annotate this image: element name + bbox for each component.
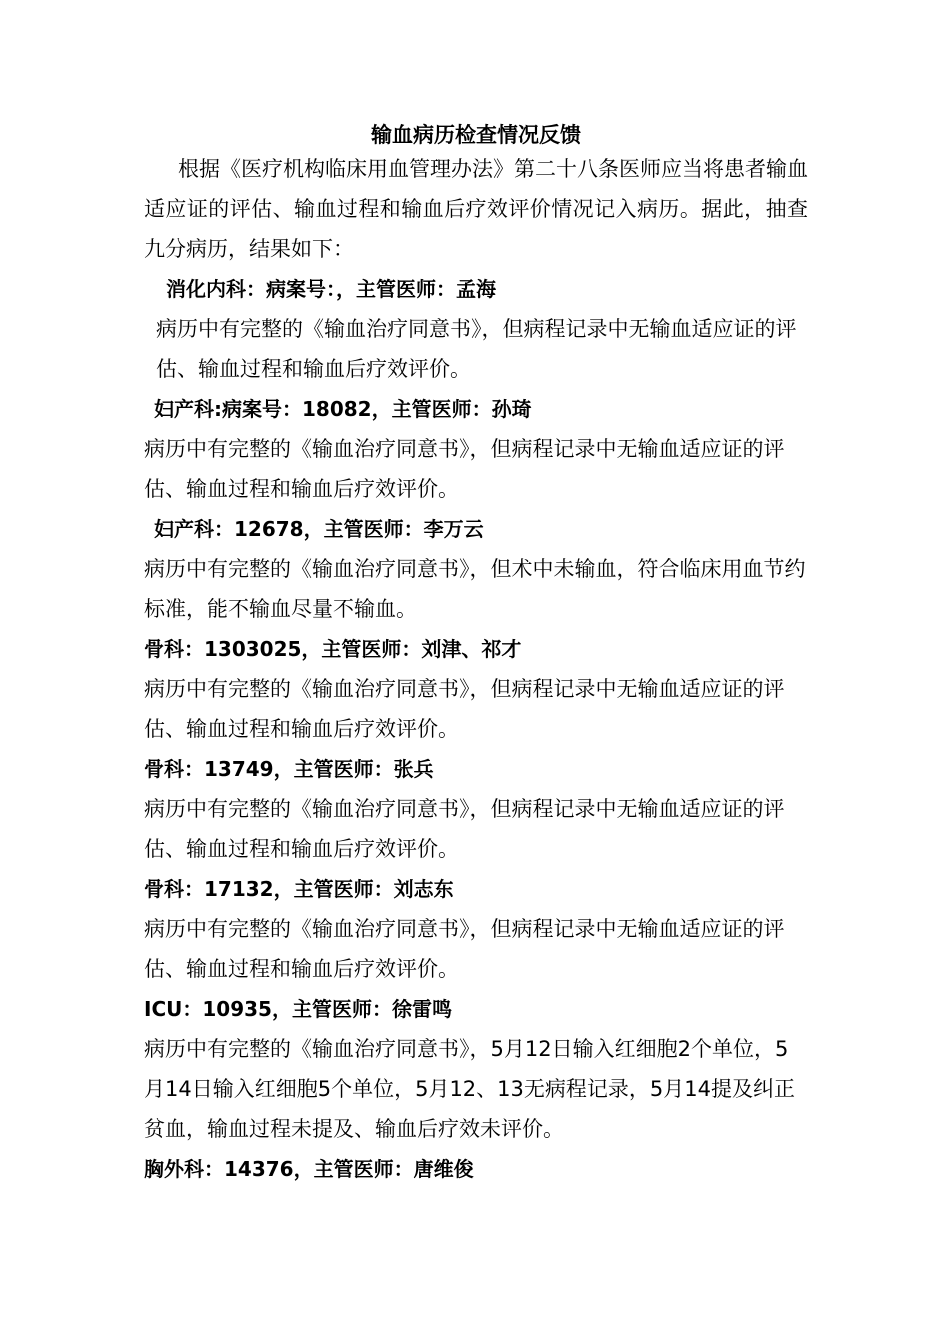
section-body: 病历中有完整的《输血治疗同意书》，但术中未输血，符合临床用血节约标准，能不输血尽量不输血。 xyxy=(144,557,806,621)
section-ortho-2 xyxy=(144,749,808,869)
section-gastro xyxy=(144,269,808,389)
intro-paragraph: 根据《医疗机构临床用血管理办法》第二十八条医师应当将患者输血适应证的评估、输血过程和输血后疗效评价情况记入病历。据此，抽查九分病历，结果如下： xyxy=(144,157,808,261)
section-heading: 骨科：17132，主管医师：刘志东 xyxy=(144,877,454,901)
document-title: 输血病历检查情况反馈 xyxy=(371,123,581,147)
section-heading: 消化内科：病案号：，主管医师：孟海 xyxy=(166,277,496,301)
section-obgyn-1 xyxy=(144,389,808,509)
section-icu xyxy=(144,989,808,1149)
section-heading: 骨科：1303025，主管医师：刘津、祁才 xyxy=(144,637,522,661)
document-content xyxy=(144,121,808,1189)
section-body: 病历中有完整的《输血治疗同意书》，但病程记录中无输血适应证的评估、输血过程和输血后疗效评价。 xyxy=(156,317,797,381)
section-thoracic xyxy=(144,1149,808,1189)
section-body: 病历中有完整的《输血治疗同意书》，但病程记录中无输血适应证的评估、输血过程和输血后疗效评价。 xyxy=(144,437,785,501)
section-heading: 妇产科：12678，主管医师：李万云 xyxy=(154,517,484,541)
section-ortho-1 xyxy=(144,629,808,749)
section-body: 病历中有完整的《输血治疗同意书》，但病程记录中无输血适应证的评估、输血过程和输血后疗效评价。 xyxy=(144,917,785,981)
section-heading: 骨科：13749，主管医师：张兵 xyxy=(144,757,434,781)
section-body: 病历中有完整的《输血治疗同意书》，5月12日输入红细胞2个单位，5月14日输入红细胞5个单位，5月12、13无病程记录，5月14提及纠正贫血，输血过程未提及、输血后疗效未评价。 xyxy=(144,1037,795,1141)
section-body: 病历中有完整的《输血治疗同意书》，但病程记录中无输血适应证的评估、输血过程和输血后疗效评价。 xyxy=(144,797,785,861)
section-ortho-3 xyxy=(144,869,808,989)
section-heading: 妇产科:病案号：18082，主管医师：孙琦 xyxy=(154,397,532,421)
section-heading: 胸外科：14376，主管医师：唐维俊 xyxy=(144,1157,474,1181)
section-obgyn-2 xyxy=(144,509,808,629)
section-body: 病历中有完整的《输血治疗同意书》，但病程记录中无输血适应证的评估、输血过程和输血后疗效评价。 xyxy=(144,677,785,741)
section-heading: ICU：10935，主管医师：徐雷鸣 xyxy=(144,997,452,1021)
